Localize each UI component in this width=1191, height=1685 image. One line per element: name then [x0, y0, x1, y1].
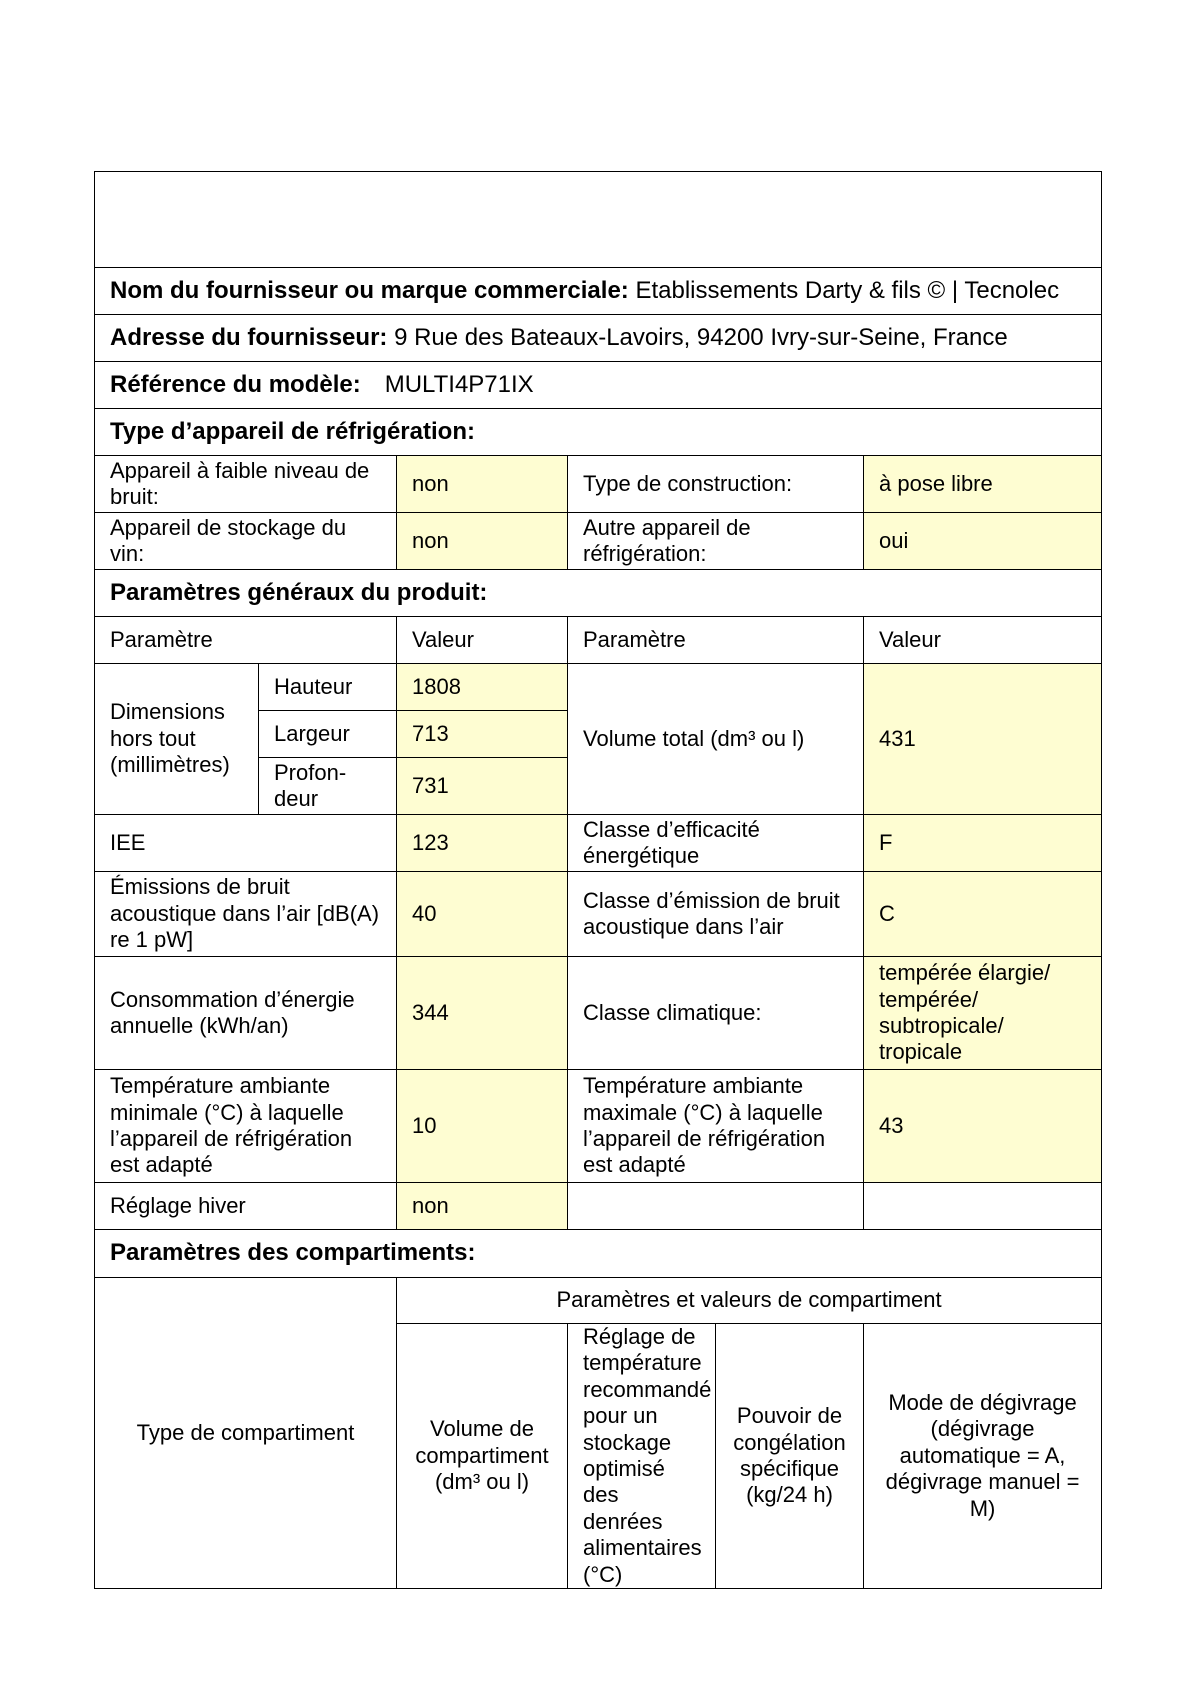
col-param-header: Paramètre: [95, 617, 397, 664]
appliance-type-heading-row: [95, 409, 1102, 456]
appliance-type-row-2: [95, 513, 1102, 570]
height-row: [95, 664, 1102, 711]
energy-row: [95, 957, 1102, 1070]
energy-info-sheet: [94, 171, 1101, 1587]
appliance-type-row-1: [95, 456, 1102, 513]
construction-value: à pose libre: [864, 456, 1102, 513]
compartment-type-header: Type de compartiment: [95, 1278, 397, 1589]
appliance-type-heading: Type d’appareil de réfrigération:: [110, 417, 475, 445]
climate-class-label: Classe climatique:: [568, 957, 864, 1070]
empty-cell: [568, 1183, 864, 1230]
noise-class-value: C: [864, 872, 1102, 957]
depth-label: Profon-deur: [259, 758, 397, 815]
recommended-temp-header: Réglage de température recommandé pour un stockage optimisé des denrées alimentaires (°C): [568, 1324, 716, 1589]
compartment-volume-header: Volume de compartiment (dm³ ou l): [397, 1324, 568, 1589]
efficiency-class-value: F: [864, 815, 1102, 872]
noise-class-label: Classe d’émission de bruit acoustique dans l’air: [568, 872, 864, 957]
height-label: Hauteur: [259, 664, 397, 711]
iee-value: 123: [397, 815, 568, 872]
width-label: Largeur: [259, 711, 397, 758]
wine-storage-label: Appareil de stockage du vin:: [95, 513, 397, 570]
depth-value: 731: [397, 758, 568, 815]
compartments-heading-row: [95, 1230, 1102, 1278]
supplier-address-row: [95, 315, 1102, 362]
iee-row: [95, 815, 1102, 872]
compartment-group-row: [95, 1278, 1102, 1324]
construction-label: Type de construction:: [568, 456, 864, 513]
iee-label: IEE: [95, 815, 397, 872]
model-reference-row: [95, 362, 1102, 409]
model-reference-label: Référence du modèle:: [110, 370, 361, 398]
low-noise-value: non: [397, 456, 568, 513]
winter-row: [95, 1183, 1102, 1230]
supplier-address-value: 9 Rue des Bateaux-Lavoirs, 94200 Ivry-sur-Seine, France: [387, 323, 1008, 351]
total-volume-value: 431: [864, 664, 1102, 815]
width-value: 713: [397, 711, 568, 758]
winter-setting-label: Réglage hiver: [95, 1183, 397, 1230]
general-columns-row: [95, 617, 1102, 664]
noise-emission-label: Émissions de bruit acoustique dans l’air [dB(A) re 1 pW]: [95, 872, 397, 957]
defrost-mode-header: Mode de dégivrage (dégivrage automatique = A, dégivrage manuel = M): [864, 1324, 1102, 1589]
height-value: 1808: [397, 664, 568, 711]
general-params-heading: Paramètres généraux du produit:: [110, 578, 488, 606]
blank-header-cell: [95, 172, 1102, 268]
col-value-header: Valeur: [397, 617, 568, 664]
blank-header-row: [95, 172, 1102, 268]
compartments-heading: Paramètres des compartiments:: [110, 1239, 476, 1267]
other-appliance-label: Autre appareil de réfrigération:: [568, 513, 864, 570]
col-value-header-2: Valeur: [864, 617, 1102, 664]
empty-cell: [864, 1183, 1102, 1230]
efficiency-class-label: Classe d’efficacité énergétique: [568, 815, 864, 872]
supplier-address-label: Adresse du fournisseur:: [110, 323, 388, 351]
model-reference-value: MULTI4P71IX: [384, 370, 534, 398]
supplier-name-value: Etablissements Darty & fils © | Tecnolec: [628, 276, 1060, 304]
general-heading-row: [95, 570, 1102, 617]
supplier-name-row: [95, 268, 1102, 315]
total-volume-label: Volume total (dm³ ou l): [568, 664, 864, 815]
min-ambient-temp-label: Température ambiante minimale (°C) à laquelle l’appareil de réfrigération est adapté: [95, 1070, 397, 1183]
noise-emission-value: 40: [397, 872, 568, 957]
climate-class-value: tempérée élargie/ tempérée/ subtropicale/ tropicale: [864, 957, 1102, 1070]
max-ambient-temp-value: 43: [864, 1070, 1102, 1183]
winter-setting-value: non: [397, 1183, 568, 1230]
noise-row: [95, 872, 1102, 957]
compartment-params-group-header: Paramètres et valeurs de compartiment: [397, 1278, 1102, 1324]
min-ambient-temp-value: 10: [397, 1070, 568, 1183]
max-ambient-temp-label: Température ambiante maximale (°C) à laquelle l’appareil de réfrigération est adapté: [568, 1070, 864, 1183]
ambient-temp-row: [95, 1070, 1102, 1183]
col-param-header-2: Paramètre: [568, 617, 864, 664]
annual-energy-label: Consommation d’énergie annuelle (kWh/an): [95, 957, 397, 1070]
low-noise-label: Appareil à faible niveau de bruit:: [95, 456, 397, 513]
dimensions-label: Dimensions hors tout (millimètres): [95, 664, 259, 815]
annual-energy-value: 344: [397, 957, 568, 1070]
other-appliance-value: oui: [864, 513, 1102, 570]
wine-storage-value: non: [397, 513, 568, 570]
product-info-table: [94, 171, 1102, 1589]
freezing-capacity-header: Pouvoir de congélation spécifique (kg/24 h): [716, 1324, 864, 1589]
supplier-name-label: Nom du fournisseur ou marque commerciale:: [110, 276, 629, 304]
